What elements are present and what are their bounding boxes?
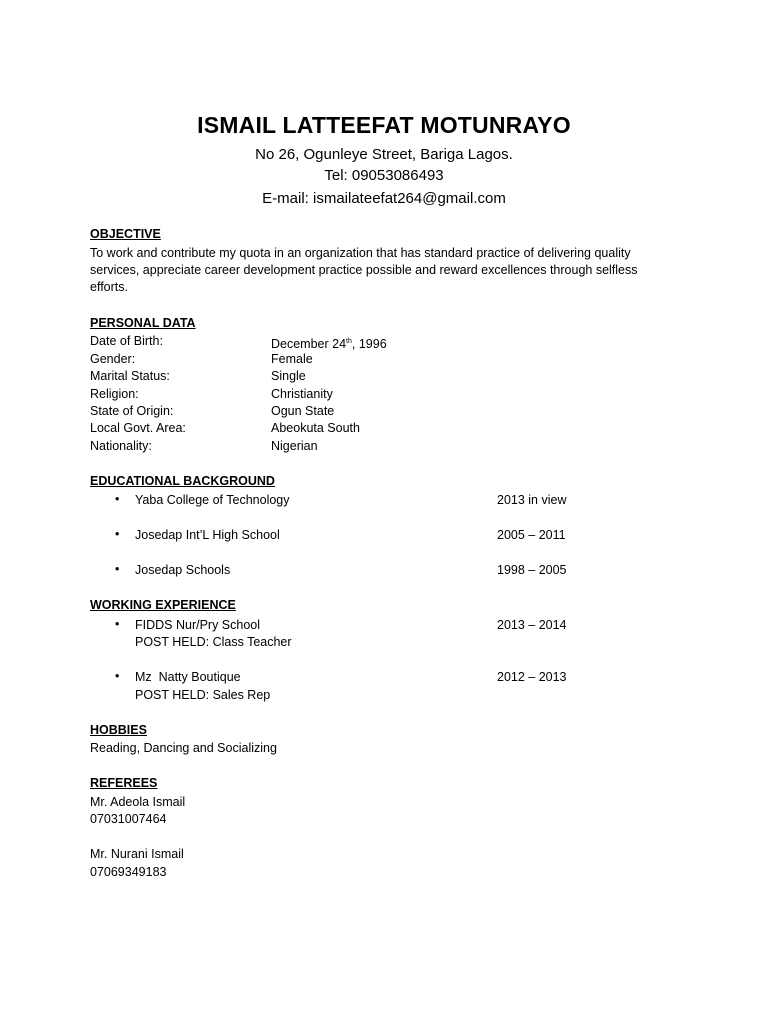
address-line: No 26, Ogunleye Street, Bariga Lagos. (255, 146, 513, 163)
bullet-icon: • (115, 617, 120, 631)
referee-name: Mr. Adeola Ismail (90, 795, 186, 809)
lga-label: Local Govt. Area: (90, 421, 186, 435)
referee-phone: 07031007464 (90, 812, 167, 826)
marital-status-label: Marital Status: (90, 369, 170, 383)
objective-line-2: services, appreciate career development practice possible and reward excellences through selfless (90, 263, 638, 277)
religion-label: Religion: (90, 387, 139, 401)
gender-value: Female (271, 352, 313, 366)
work-years: 2012 – 2013 (497, 670, 567, 684)
work-post: POST HELD: Class Teacher (135, 635, 292, 649)
objective-heading: OBJECTIVE (90, 227, 161, 241)
education-years: 2013 in view (497, 493, 567, 507)
gender-label: Gender: (90, 352, 136, 366)
work-employer: Mz Natty Boutique (135, 670, 241, 684)
state-of-origin-value: Ogun State (271, 404, 335, 418)
objective-line-1: To work and contribute my quota in an organization that has standard practice of delivering quality (90, 246, 631, 260)
education-school: Josedap Int’L High School (135, 528, 280, 542)
bullet-icon: • (115, 492, 120, 506)
religion-value: Christianity (271, 387, 333, 401)
work-years: 2013 – 2014 (497, 618, 567, 632)
email-line: E-mail: ismailateefat264@gmail.com (262, 190, 506, 207)
referees-heading: REFEREES (90, 776, 158, 790)
work-post: POST HELD: Sales Rep (135, 688, 271, 702)
referee-phone: 07069349183 (90, 865, 167, 879)
hobbies-text: Reading, Dancing and Socializing (90, 741, 277, 755)
hobbies-heading: HOBBIES (90, 723, 147, 737)
education-years: 2005 – 2011 (497, 528, 566, 542)
objective-line-3: efforts. (90, 280, 128, 294)
education-school: Yaba College of Technology (135, 493, 290, 507)
bullet-icon: • (115, 669, 120, 683)
marital-status-value: Single (271, 369, 306, 383)
state-of-origin-label: State of Origin: (90, 404, 174, 418)
dob-value: December 24th, 1996 (271, 337, 387, 352)
education-years: 1998 – 2005 (497, 563, 567, 577)
bullet-icon: • (115, 562, 120, 576)
work-heading: WORKING EXPERIENCE (90, 598, 236, 612)
telephone-line: Tel: 09053086493 (324, 167, 444, 184)
applicant-name: ISMAIL LATTEEFAT MOTUNRAYO (197, 112, 571, 138)
education-heading: EDUCATIONAL BACKGROUND (90, 474, 275, 488)
dob-label: Date of Birth: (90, 334, 163, 348)
work-employer: FIDDS Nur/Pry School (135, 618, 261, 632)
nationality-label: Nationality: (90, 439, 152, 453)
lga-value: Abeokuta South (271, 421, 360, 435)
referee-name: Mr. Nurani Ismail (90, 847, 184, 861)
education-school: Josedap Schools (135, 563, 231, 577)
nationality-value: Nigerian (271, 439, 318, 453)
personal-data-heading: PERSONAL DATA (90, 316, 196, 330)
bullet-icon: • (115, 527, 120, 541)
